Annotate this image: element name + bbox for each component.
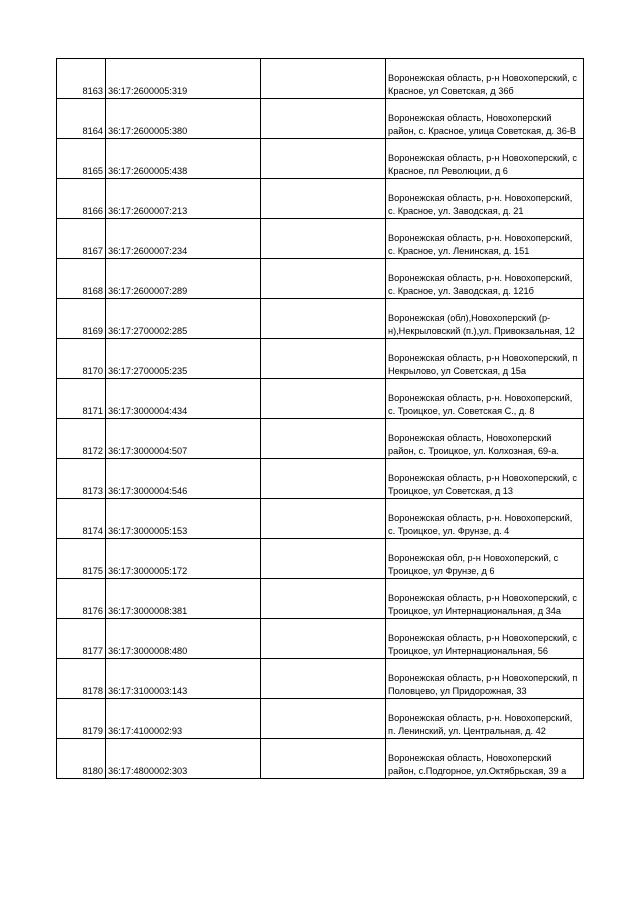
cadastral-number-cell: 36:17:2600007:234 [106, 219, 261, 259]
table-row [57, 699, 584, 739]
address-cell: Воронежская обл, р-н Новохоперский, с Троицкое, ул Фрунзе, д 6 [386, 539, 584, 579]
cadastral-number-cell: 36:17:4800002:303 [106, 739, 261, 779]
table-row [57, 299, 584, 339]
empty-cell [261, 259, 386, 299]
address-cell: Воронежская область, р-н Новохоперский, с Троицкое, ул Интернациональная, 56 [386, 619, 584, 659]
row-number-cell: 8172 [57, 419, 106, 459]
address-cell: Воронежская область, р-н Новохоперский, п Половцево, ул Придорожная, 33 [386, 659, 584, 699]
cadastral-number-cell: 36:17:2700002:285 [106, 299, 261, 339]
registry-table-body [57, 59, 584, 779]
row-number-cell: 8163 [57, 59, 106, 99]
cadastral-number-cell: 36:17:2600005:319 [106, 59, 261, 99]
address-cell: Воронежская область, р-н Новохоперский, с Красное, ул Советская, д 36б [386, 59, 584, 99]
row-number-cell: 8164 [57, 99, 106, 139]
row-number-cell: 8174 [57, 499, 106, 539]
table-row [57, 219, 584, 259]
table-row [57, 499, 584, 539]
cadastral-number-cell: 36:17:3000004:507 [106, 419, 261, 459]
empty-cell [261, 99, 386, 139]
cadastral-number-cell: 36:17:3000008:381 [106, 579, 261, 619]
cadastral-number-cell: 36:17:3000005:172 [106, 539, 261, 579]
table-row [57, 179, 584, 219]
table-row [57, 739, 584, 779]
row-number-cell: 8179 [57, 699, 106, 739]
table-row [57, 339, 584, 379]
empty-cell [261, 499, 386, 539]
row-number-cell: 8165 [57, 139, 106, 179]
table-row [57, 59, 584, 99]
address-cell: Воронежская область, р-н Новохоперский, с Красное, пл Революции, д 6 [386, 139, 584, 179]
cadastral-number-cell: 36:17:3000004:434 [106, 379, 261, 419]
table-row [57, 259, 584, 299]
empty-cell [261, 619, 386, 659]
row-number-cell: 8176 [57, 579, 106, 619]
address-cell: Воронежская область, Новохоперский район, с. Красное, улица Советская, д. 36-В [386, 99, 584, 139]
address-cell: Воронежская область, р-н Новохоперский, п Некрылово, ул Советская, д 15а [386, 339, 584, 379]
address-cell: Воронежская (обл),Новохоперский (р-н),Некрыловский (п.),ул. Привокзальная, 12 [386, 299, 584, 339]
table-row [57, 99, 584, 139]
empty-cell [261, 699, 386, 739]
cadastral-number-cell: 36:17:3000005:153 [106, 499, 261, 539]
row-number-cell: 8167 [57, 219, 106, 259]
empty-cell [261, 739, 386, 779]
table-row [57, 619, 584, 659]
address-cell: Воронежская область, р-н. Новохоперский, п. Ленинский, ул. Центральная, д. 42 [386, 699, 584, 739]
row-number-cell: 8170 [57, 339, 106, 379]
empty-cell [261, 579, 386, 619]
table-row [57, 419, 584, 459]
address-cell: Воронежская область, р-н. Новохоперский, с. Красное, ул. Ленинская, д. 151 [386, 219, 584, 259]
cadastral-number-cell: 36:17:2600007:213 [106, 179, 261, 219]
cadastral-number-cell: 36:17:3000004:546 [106, 459, 261, 499]
row-number-cell: 8178 [57, 659, 106, 699]
cadastral-number-cell: 36:17:2600007:289 [106, 259, 261, 299]
empty-cell [261, 219, 386, 259]
address-cell: Воронежская область, р-н. Новохоперский, с. Троицкое, ул. Советская С., д. 8 [386, 379, 584, 419]
address-cell: Воронежская область, р-н. Новохоперский, с. Красное, ул. Заводская, д. 121б [386, 259, 584, 299]
empty-cell [261, 59, 386, 99]
cadastral-number-cell: 36:17:3100003:143 [106, 659, 261, 699]
row-number-cell: 8177 [57, 619, 106, 659]
row-number-cell: 8166 [57, 179, 106, 219]
table-row [57, 539, 584, 579]
empty-cell [261, 339, 386, 379]
address-cell: Воронежская область, р-н. Новохоперский, с. Троицкое, ул. Фрунзе, д. 4 [386, 499, 584, 539]
empty-cell [261, 459, 386, 499]
table-row [57, 139, 584, 179]
row-number-cell: 8180 [57, 739, 106, 779]
empty-cell [261, 379, 386, 419]
table-row [57, 379, 584, 419]
address-cell: Воронежская область, р-н Новохоперский, с Троицкое, ул Советская, д 13 [386, 459, 584, 499]
table-row [57, 459, 584, 499]
address-cell: Воронежская область, р-н Новохоперский, с Троицкое, ул Интернациональная, д 34а [386, 579, 584, 619]
empty-cell [261, 139, 386, 179]
row-number-cell: 8171 [57, 379, 106, 419]
empty-cell [261, 539, 386, 579]
empty-cell [261, 419, 386, 459]
address-cell: Воронежская область, Новохоперский район, с.Подгорное, ул.Октябрьская, 39 а [386, 739, 584, 779]
empty-cell [261, 179, 386, 219]
row-number-cell: 8175 [57, 539, 106, 579]
cadastral-number-cell: 36:17:2600005:438 [106, 139, 261, 179]
address-cell: Воронежская область, р-н. Новохоперский, с. Красное, ул. Заводская, д. 21 [386, 179, 584, 219]
cadastral-number-cell: 36:17:2700005:235 [106, 339, 261, 379]
table-row [57, 579, 584, 619]
row-number-cell: 8168 [57, 259, 106, 299]
empty-cell [261, 659, 386, 699]
cadastral-number-cell: 36:17:4100002:93 [106, 699, 261, 739]
property-registry-table [56, 58, 584, 779]
row-number-cell: 8169 [57, 299, 106, 339]
empty-cell [261, 299, 386, 339]
table-row [57, 659, 584, 699]
row-number-cell: 8173 [57, 459, 106, 499]
cadastral-number-cell: 36:17:2600005:380 [106, 99, 261, 139]
cadastral-number-cell: 36:17:3000008:480 [106, 619, 261, 659]
address-cell: Воронежская область, Новохоперский район, с. Троицкое, ул. Колхозная, 69-а. [386, 419, 584, 459]
